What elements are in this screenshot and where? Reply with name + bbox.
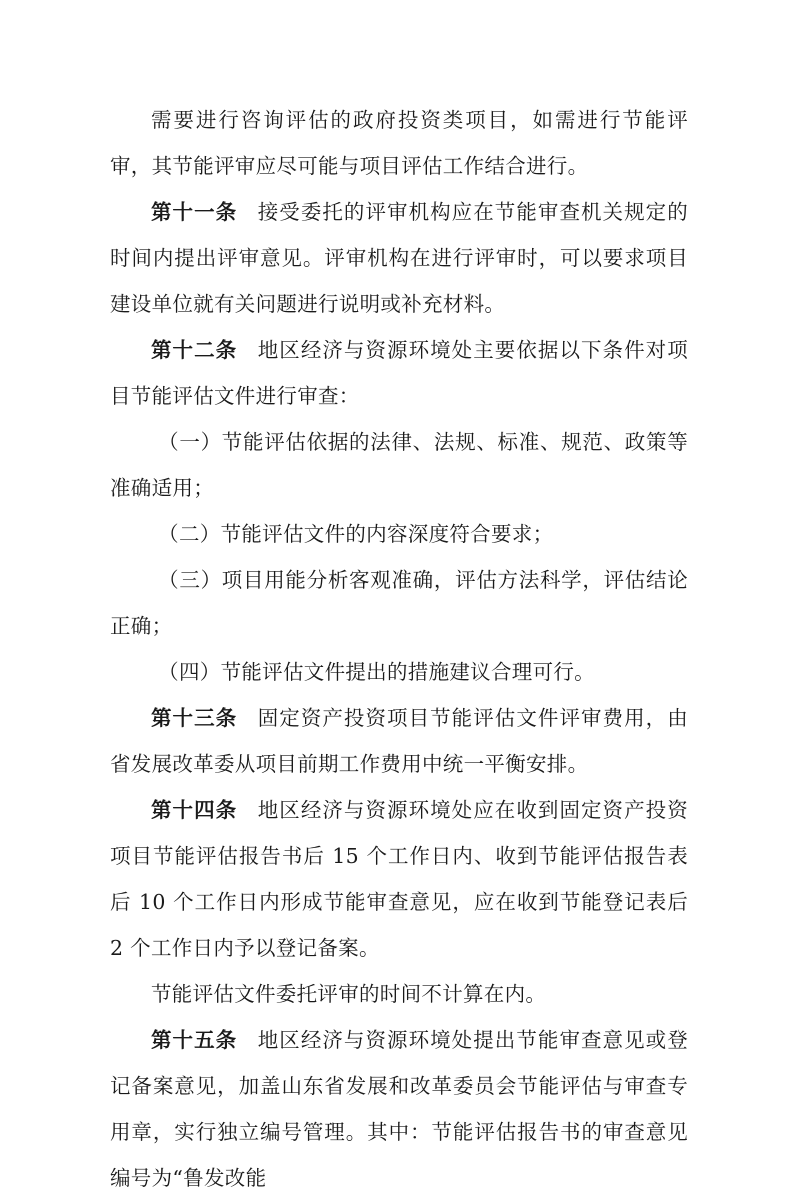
article-11 — [110, 189, 688, 327]
paragraph-note — [110, 971, 688, 1017]
article-13-text: 固定资产投资项目节能评估文件评审费用，由省发展改革委从项目前期工作费用中统一平衡安排。 — [110, 706, 689, 776]
article-14 — [110, 787, 688, 971]
article-15-number: 第十五条 — [151, 1028, 238, 1052]
list-item-1 — [110, 419, 688, 511]
list-item-4 — [110, 649, 688, 695]
article-11-number: 第十一条 — [151, 200, 238, 224]
paragraph-1 — [110, 97, 688, 189]
list-item-2-text: （二）节能评估文件的内容深度符合要求； — [158, 522, 554, 546]
article-14-number: 第十四条 — [151, 798, 238, 822]
paragraph-note-text: 节能评估文件委托评审的时间不计算在内。 — [151, 982, 547, 1006]
article-15-text: 地区经济与资源环境处提出节能审查意见或登记备案意见，加盖山东省发展和改革委员会节能评估与审查专用章，实行独立编号管理。其中：节能评估报告书的审查意见编号为“鲁发改能 — [110, 1028, 689, 1190]
list-item-2 — [110, 511, 688, 557]
article-13 — [110, 695, 688, 787]
article-12 — [110, 327, 688, 419]
article-12-number: 第十二条 — [151, 338, 238, 362]
list-item-4-text: （四）节能评估文件提出的措施建议合理可行。 — [158, 660, 595, 684]
article-14-text: 地区经济与资源环境处应在收到固定资产投资项目节能评估报告书后 15 个工作日内、收到节能评估报告表后 10 个工作日内形成节能审查意见，应在收到节能登记表后 2 个工作日内予以登记备案。 — [110, 798, 689, 960]
list-item-1-text: （一）节能评估依据的法律、法规、标准、规范、政策等准确适用； — [110, 430, 688, 500]
article-11-text: 接受委托的评审机构应在节能审查机关规定的时间内提出评审意见。评审机构在进行评审时，可以要求项目建设单位就有关问题进行说明或补充材料。 — [110, 200, 689, 316]
document-page — [110, 97, 688, 1201]
article-13-number: 第十三条 — [151, 706, 238, 730]
list-item-3 — [110, 557, 688, 649]
paragraph-1-text: 需要进行咨询评估的政府投资类项目，如需进行节能评审，其节能评审应尽可能与项目评估工作结合进行。 — [110, 108, 688, 178]
article-15 — [110, 1017, 688, 1201]
list-item-3-text: （三）项目用能分析客观准确，评估方法科学，评估结论正确； — [110, 568, 688, 638]
article-12-text: 地区经济与资源环境处主要依据以下条件对项目节能评估文件进行审查： — [110, 338, 689, 408]
